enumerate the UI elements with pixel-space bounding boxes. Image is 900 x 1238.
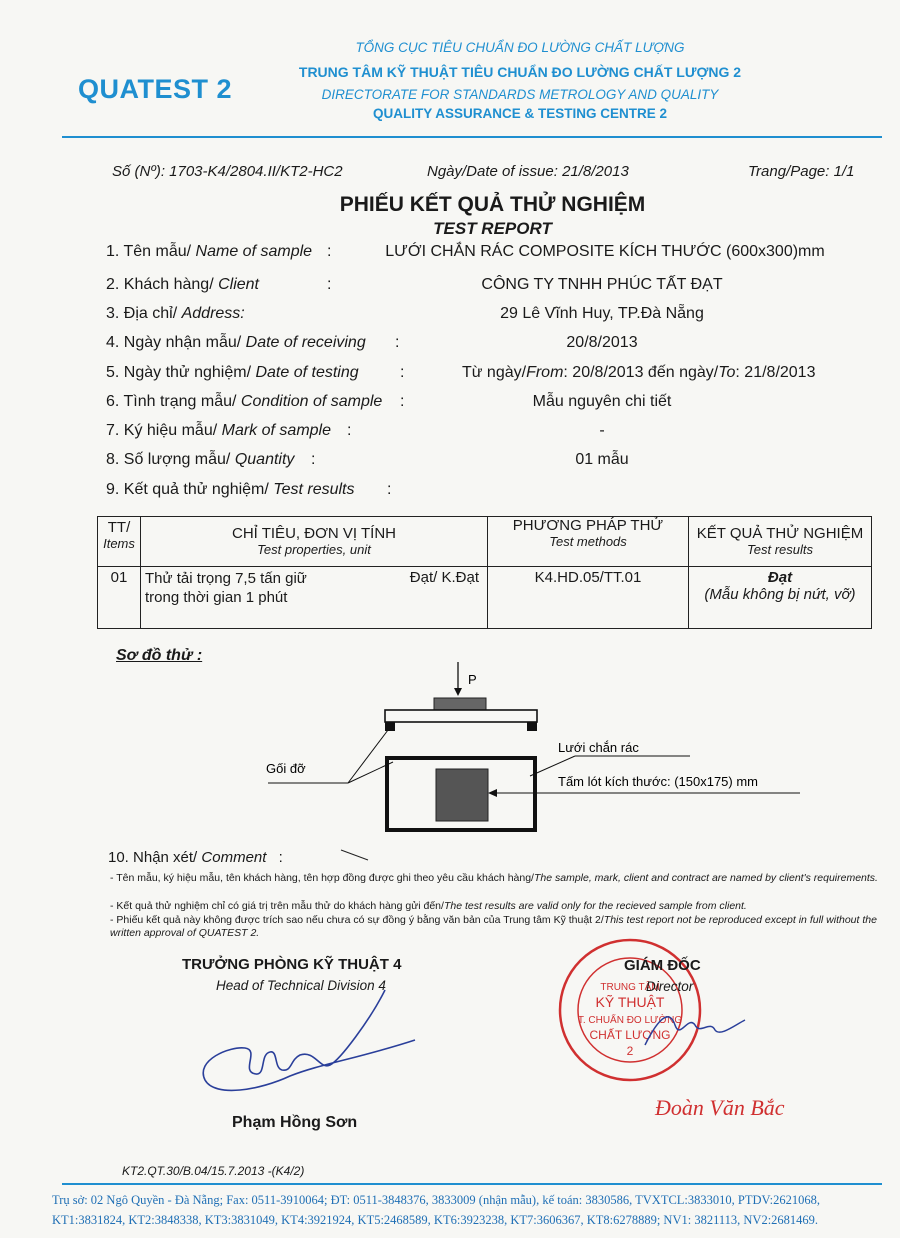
footer-line-1: Trụ sở: 02 Ngô Quyền - Đà Nẵng; Fax: 0511-3910064; ĐT: 0511-3848376, 3833009 (nhận mẫu), kế toán: 3830586, TVXTCL:3833010, PTDV:2621068,	[52, 1193, 820, 1207]
field-value: CÔNG TY TNHH PHÚC TẤT ĐẠT	[481, 276, 723, 293]
field-label-en: Date of testing	[255, 364, 359, 381]
header-results-vi: KẾT QUẢ THỬ NGHIỆM	[696, 525, 864, 542]
stamp-line-4: CHẤT LƯỢNG	[589, 1028, 671, 1042]
grate-beam	[385, 710, 537, 722]
field-separator: :	[395, 334, 400, 351]
field-separator: :	[400, 364, 405, 381]
stamp-line-2: KỸ THUẬT	[595, 994, 665, 1010]
right-signer-title: GIÁM ĐỐC	[624, 957, 701, 974]
row-item: 01	[98, 567, 141, 629]
header-methods	[488, 517, 689, 567]
field-separator: :	[327, 243, 332, 260]
field-label-en: Quantity	[234, 451, 295, 468]
org-line-1: TỔNG CỤC TIÊU CHUẨN ĐO LƯỜNG CHẤT LƯỢNG	[355, 40, 685, 55]
field-separator: :	[347, 422, 352, 439]
note-vi: - Phiếu kết quả này không được trích sao nếu chưa có sự đồng ý bằng văn bản của Trung tâm Kỹ thuật 2/	[110, 914, 604, 926]
field-label-en: Date of receiving	[245, 334, 366, 351]
field-row	[106, 334, 366, 352]
note-vi: - Tên mẫu, ký hiệu mẫu, tên khách hàng, tên hợp đồng được ghi theo yêu cầu khách hàng/	[110, 872, 534, 884]
load-label: P	[468, 672, 477, 687]
field-label: 2. Khách hàng/	[106, 276, 214, 293]
field-label-en: Test results	[273, 481, 355, 498]
field-label: 3. Địa chỉ/	[106, 305, 178, 322]
pad-label: Tấm lót kích thước: (150x175) mm	[558, 774, 759, 789]
field-label-en: Name of sample	[195, 243, 313, 260]
field-value: -	[599, 422, 605, 439]
field-label-en: Address:	[181, 305, 245, 322]
quatest-logo: QUATEST 2	[78, 74, 233, 104]
field-row	[106, 364, 359, 382]
field-row	[106, 276, 259, 294]
field-label: 5. Ngày thử nghiệm/	[106, 364, 252, 381]
left-signer-title-en: Head of Technical Division 4	[216, 978, 386, 993]
field-row	[106, 451, 294, 469]
stamp-line-1: TRUNG TÂM	[600, 982, 660, 993]
row-result: Đạt	[767, 569, 793, 586]
page-indicator	[748, 163, 854, 180]
comment-note	[110, 872, 890, 885]
left-signer-name: Phạm Hồng Sơn	[232, 1114, 358, 1131]
row-result-note: (Mẫu không bị nứt, vỡ)	[704, 586, 856, 603]
header-methods-vi: PHƯƠNG PHÁP THỬ	[512, 517, 664, 534]
header-results	[689, 517, 872, 567]
results-table	[97, 516, 872, 629]
header-methods-en: Test methods	[549, 534, 627, 549]
comment-note	[110, 914, 890, 940]
range-from: : 20/8/2013 đến ngày/	[563, 364, 719, 381]
right-signature	[640, 995, 750, 1055]
form-code: KT2.QT.30/B.04/15.7.2013 -(K4/2)	[122, 1164, 305, 1178]
note-en: This test report not be reproduced except in full without the written approval of QUATEST 2.	[110, 914, 877, 939]
header-items	[98, 517, 141, 567]
row-result-cell	[689, 567, 872, 629]
row-property: Thử tải trọng 7,5 tấn giữ trong thời gian 1 phút	[145, 570, 307, 606]
field-row	[106, 305, 245, 323]
page-label: Trang/Page:	[748, 163, 830, 180]
header-properties	[141, 517, 488, 567]
field-row	[106, 481, 354, 499]
field-row	[106, 243, 312, 261]
org-line-3: DIRECTORATE FOR STANDARDS METROLOGY AND QUALITY	[321, 87, 719, 102]
field-label: 9. Kết quả thử nghiệm/	[106, 481, 269, 498]
field-value: LƯỚI CHẮN RÁC COMPOSITE KÍCH THƯỚC (600x300)mm	[385, 243, 825, 260]
header-items-en: Items	[103, 536, 135, 551]
field-label-en: Client	[218, 276, 259, 293]
org-line-2: TRUNG TÂM KỸ THUẬT TIÊU CHUẨN ĐO LƯỜNG CHẤT LƯỢNG 2	[298, 64, 742, 80]
comment-sep: :	[278, 849, 283, 866]
bearing-pad	[436, 769, 488, 821]
row-method: K4.HD.05/TT.01	[488, 567, 689, 629]
org-line-4: QUALITY ASSURANCE & TESTING CENTRE 2	[372, 106, 668, 121]
grate-leader	[530, 756, 690, 776]
footer-line-2: KT1:3831824, KT2:3848338, KT3:3831049, KT4:3921924, KT5:2468589, KT6:3923238, KT7:3606367, KT8:6278889; NV1: 3821113, NV2:2681469.	[52, 1213, 819, 1227]
header-properties-vi: CHỈ TIÊU, ĐƠN VỊ TÍNH	[232, 525, 396, 542]
title-en: TEST REPORT	[433, 219, 552, 238]
field-label: 6. Tình trạng mẫu/	[106, 393, 237, 410]
comment-note	[110, 900, 890, 913]
field-row	[106, 422, 331, 440]
issue-date: Ngày/Date of issue: 21/8/2013	[427, 163, 629, 180]
field-label: 1. Tên mẫu/	[106, 243, 192, 260]
header-items-vi: TT/	[107, 519, 131, 536]
table-header-row	[98, 517, 872, 567]
left-signature	[200, 980, 430, 1110]
range-from-label: Từ ngày/	[462, 364, 527, 381]
support-right	[527, 722, 537, 731]
header-results-en: Test results	[747, 542, 813, 557]
field-separator: :	[327, 276, 332, 293]
footer-divider	[62, 1183, 882, 1185]
range-from-en: From	[526, 364, 564, 381]
field-label: 7. Ký hiệu mẫu/	[106, 422, 218, 439]
field-label-en: Mark of sample	[221, 422, 331, 439]
right-signer-title-en: Director	[646, 979, 694, 994]
load-pad	[434, 698, 486, 710]
right-signer-name: Đoàn Văn Bắc	[655, 1095, 785, 1120]
field-value-range	[462, 364, 815, 382]
title-vi: PHIẾU KẾT QUẢ THỬ NGHIỆM	[339, 193, 646, 216]
field-label: 8. Số lượng mẫu/	[106, 451, 231, 468]
field-value: 29 Lê Vĩnh Huy, TP.Đà Nẵng	[500, 305, 704, 322]
comment-label-en: Comment	[201, 849, 267, 866]
grate-label: Lưới chắn rác	[558, 740, 639, 755]
header-properties-en: Test properties, unit	[257, 542, 371, 557]
field-label: 4. Ngày nhận mẫu/	[106, 334, 242, 351]
field-value: 20/8/2013	[566, 334, 638, 351]
row-unit: Đạt/ K.Đạt	[409, 569, 479, 586]
table-row	[98, 567, 872, 629]
field-row	[106, 393, 382, 411]
note-en: The sample, mark, client and contract are named by client's requirements.	[533, 872, 878, 884]
left-signer-title: TRƯỞNG PHÒNG KỸ THUẬT 4	[182, 956, 402, 973]
support-label: Gối đỡ	[266, 761, 306, 776]
range-to-en: To	[718, 364, 736, 381]
range-to: : 21/8/2013	[735, 364, 816, 381]
note-en: The test results are valid only for the recieved sample from client.	[443, 900, 747, 912]
field-value: Mẫu nguyên chi tiết	[532, 393, 672, 410]
page-value: 1/1	[833, 163, 855, 180]
stamp-line-5: 2	[626, 1044, 634, 1058]
field-label-en: Condition of sample	[240, 393, 383, 410]
field-separator: :	[400, 393, 405, 410]
field-separator: :	[311, 451, 316, 468]
support-left	[385, 722, 395, 731]
test-diagram	[0, 650, 900, 845]
row-property-cell	[141, 567, 488, 629]
report-number: Số (Nº): 1703-K4/2804.II/KT2-HC2	[112, 163, 343, 180]
comment-label: 10. Nhận xét/	[108, 849, 198, 866]
comment-label-line	[108, 849, 283, 866]
load-arrow	[454, 662, 462, 696]
header-divider	[62, 136, 882, 138]
field-separator: :	[387, 481, 392, 498]
comment-stroke	[340, 848, 370, 862]
note-vi: - Kết quả thử nghiệm chỉ có giá trị trên mẫu thử do khách hàng gửi đến/	[110, 900, 444, 912]
stamp-line-3: T. CHUẨN ĐO LƯỜNG	[577, 1015, 683, 1026]
diagram-title: Sơ đồ thử :	[116, 647, 203, 664]
field-value: 01 mẫu	[575, 451, 629, 468]
